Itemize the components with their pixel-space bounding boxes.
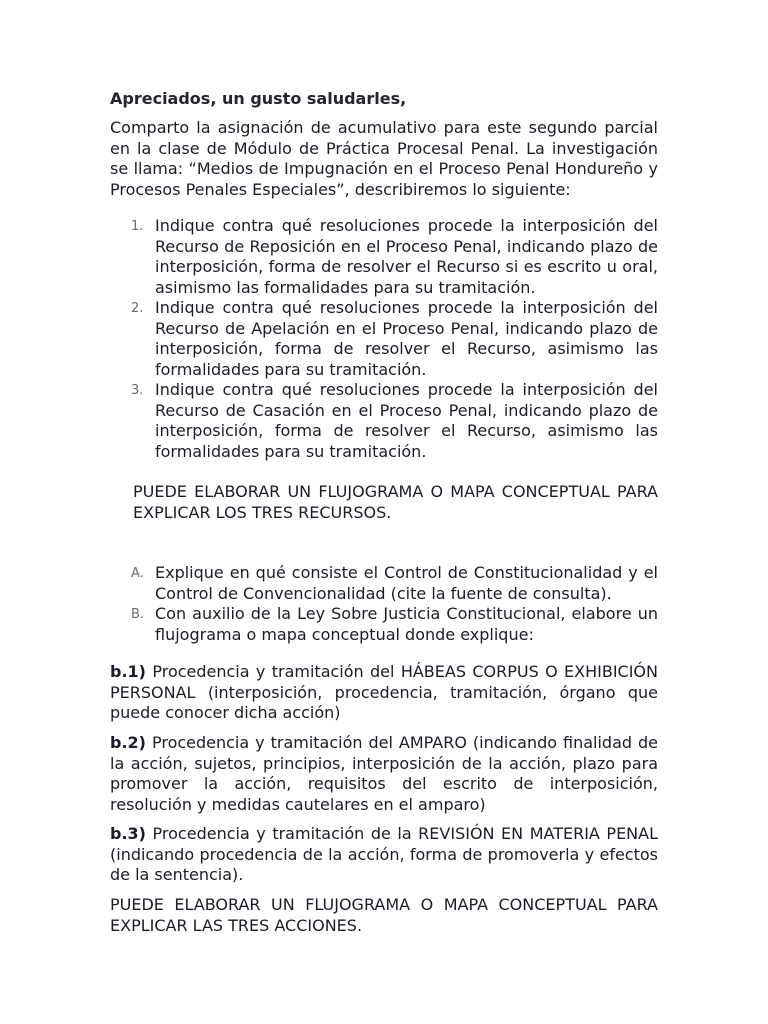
b2-label: b.2) — [110, 733, 146, 752]
list-item — [131, 380, 658, 462]
greeting-heading: Apreciados, un gusto saludarles, — [110, 89, 407, 108]
lettered-list — [131, 563, 658, 645]
b3-label: b.3) — [110, 824, 146, 843]
b1-paragraph — [110, 662, 658, 724]
intro-paragraph: Comparto la asignación de acumulativo para este segundo parcial en la clase de Módulo de Práctica Procesal Penal. La investigación se llama: “Medios de Impugnación en el Proceso Penal Hondureño y Procesos Penales Especiales”, describiremos lo siguiente: — [110, 118, 658, 199]
list-marker: A. — [131, 566, 144, 581]
list-item — [131, 298, 658, 380]
list-item — [131, 216, 658, 298]
list-item — [131, 563, 658, 604]
list-item-text: Indique contra qué resoluciones procede la interposición del Recurso de Apelación en el Proceso Penal, indicando plazo de interposición, forma de resolver el Recurso, asimismo las formalidades para su tramitación. — [155, 298, 658, 379]
b1-text: Procedencia y tramitación del HÁBEAS CORPUS O EXHIBICIÓN PERSONAL (interposición, procedencia, tramitación, órgano que puede conocer dicha acción) — [110, 662, 658, 722]
list-marker: 3. — [131, 383, 144, 398]
b2-paragraph — [110, 733, 658, 815]
b1-label: b.1) — [110, 662, 146, 681]
list-item-text: Explique en qué consiste el Control de Constitucionalidad y el Control de Convencionalidad (cite la fuente de consulta). — [155, 563, 658, 603]
list-item-text: Indique contra qué resoluciones procede la interposición del Recurso de Casación en el Proceso Penal, indicando plazo de interposición, forma de resolver el Recurso, asimismo las formalidades para su tramitación. — [155, 380, 658, 461]
list-item-text: Con auxilio de la Ley Sobre Justicia Constitucional, elabore un flujograma o mapa conceptual donde explique: — [155, 604, 658, 644]
list-item — [131, 604, 658, 645]
b3-text: Procedencia y tramitación de la REVISIÓN EN MATERIA PENAL (indicando procedencia de la acción, forma de promoverla y efectos de la sentencia). — [110, 824, 659, 884]
numbered-list — [131, 216, 658, 462]
b2-text: Procedencia y tramitación del AMPARO (indicando finalidad de la acción, sujetos, principios, interposición de la acción, plazo para promover la acción, requisitos del escrito de interposición, resolución y medidas cautelares en el amparo) — [110, 733, 659, 814]
list-item-text: Indique contra qué resoluciones procede la interposición del Recurso de Reposición en el Proceso Penal, indicando plazo de interposición, forma de resolver el Recurso si es escrito u oral, asimismo las formalidades para su tramitación. — [155, 216, 658, 297]
list-marker: 1. — [131, 219, 144, 234]
note-recursos: PUEDE ELABORAR UN FLUJOGRAMA O MAPA CONCEPTUAL PARA EXPLICAR LOS TRES RECURSOS. — [133, 482, 658, 522]
note-acciones: PUEDE ELABORAR UN FLUJOGRAMA O MAPA CONCEPTUAL PARA EXPLICAR LAS TRES ACCIONES. — [110, 895, 658, 935]
list-marker: B. — [131, 607, 145, 622]
b3-paragraph — [110, 824, 658, 886]
list-marker: 2. — [131, 301, 144, 316]
